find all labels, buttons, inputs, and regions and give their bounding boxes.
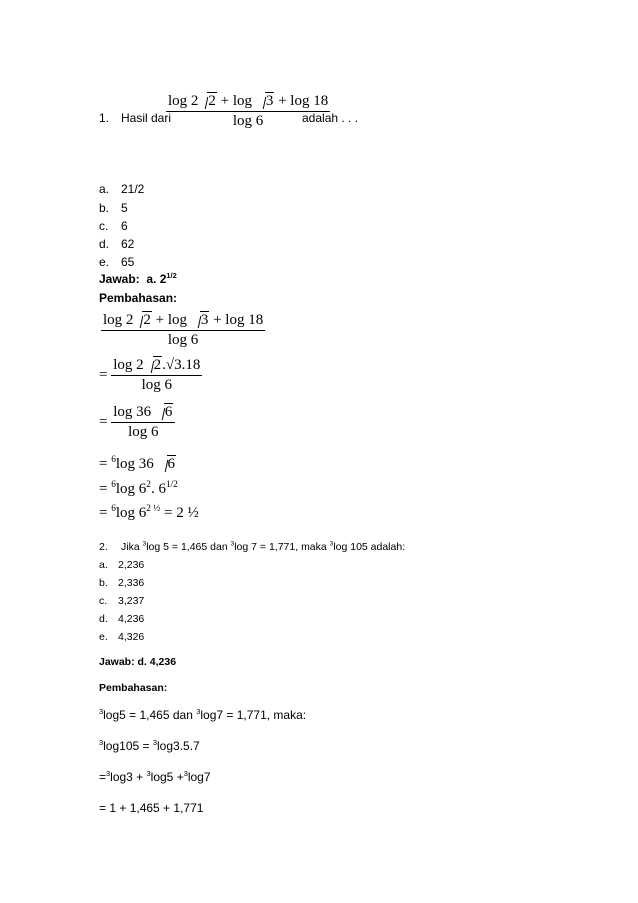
q2-option-value: 2,336	[118, 577, 145, 589]
q2-line-3: =$^3$log3 + $^3$log5 +$^3$log7	[99, 769, 211, 784]
q1-answer: Jawab: a. $2^{1/2}$	[99, 271, 177, 286]
q2-option-letter: d.	[99, 613, 108, 625]
q1-option-letter: e.	[99, 255, 110, 269]
q2-option-letter: c.	[99, 595, 108, 607]
q2-option-letter: b.	[99, 577, 108, 589]
q1-option-value: 6	[121, 219, 128, 233]
q2-option-value: 4,236	[118, 613, 145, 625]
q1-expression: $\frac{\log 2 2 + \log 3 + \log 18}{\log 6}$	[168, 93, 329, 129]
q1-explanation-label: Pembahasan:	[99, 291, 178, 305]
q1-step-2: = $\frac{\log 2 2.√3.18}{\log 6}$	[99, 357, 201, 393]
q1-step-5: = $^6$log $6^2$. $6^{1/2}$	[99, 480, 178, 497]
q1-option-value: 21/2	[121, 182, 145, 196]
q2-option-letter: a.	[99, 559, 108, 571]
q1-suffix: adalah . . .	[302, 111, 359, 125]
q1-option-value: 65	[121, 255, 135, 269]
q2-option-value: 3,237	[118, 595, 145, 607]
q2-option-value: 4,326	[118, 631, 145, 643]
q1-number: 1.	[99, 111, 110, 125]
q2-line-4: = 1 + 1,465 + 1,771	[99, 801, 204, 815]
q1-option-letter: c.	[99, 219, 109, 233]
q2-answer: Jawab: d. 4,236	[99, 656, 177, 668]
q1-step-1: $\frac{\log 2 2 + \log 3 + \log 18}{\log 6}$	[103, 312, 264, 348]
q2-line-1: $^3$log5 = 1,465 dan $^3$log7 = 1,771, maka:	[99, 707, 307, 722]
q1-step-6: = $^6$log $6^{2 \frac{1}{2}} = 2$ ½	[99, 504, 199, 521]
q2-option-letter: e.	[99, 631, 108, 643]
q2-explanation-label: Pembahasan:	[99, 682, 168, 694]
q2-option-value: 2,236	[118, 559, 145, 571]
q2-question: Jika $^3$log 5 = 1,465 dan $^3$log 7 = 1,771, maka $^3$log 105 adalah:	[121, 540, 406, 553]
q1-option-value: 5	[121, 201, 128, 215]
q1-prefix: Hasil dari	[121, 111, 172, 125]
q1-option-letter: d.	[99, 237, 110, 251]
q1-option-value: 62	[121, 237, 135, 251]
q2-line-2: $^3$log105 = $^3$log3.5.7	[99, 738, 200, 753]
q1-step-3: = $\frac{\log 36 6}{\log 6}$	[99, 404, 175, 441]
q1-option-letter: a.	[99, 182, 110, 196]
q1-option-letter: b.	[99, 201, 110, 215]
q2-number: 2.	[99, 541, 108, 553]
q1-step-4: = $^6$log 36 6	[99, 455, 176, 472]
